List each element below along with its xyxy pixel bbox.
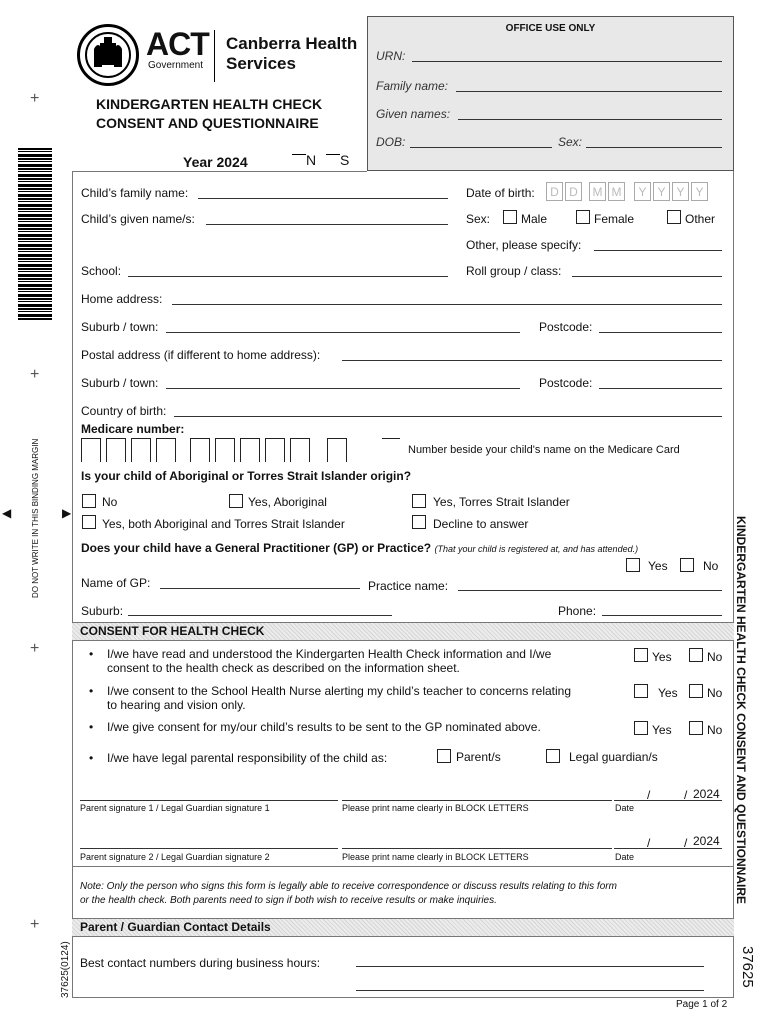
date1-slash: / [684,788,688,802]
origin-tsi-label: Yes, Torres Strait Islander [433,495,570,509]
medicare-digit-box[interactable] [190,438,210,462]
medicare-note: Number beside your child's name on the Medicare Card [408,444,680,456]
form-year: Year 2024 [183,154,248,170]
consent-item2-line1: I/we consent to the School Health Nurse alerting my child’s teacher to concerns relating [107,684,572,698]
consent2-no-checkbox[interactable] [689,684,703,698]
consent1-yes-checkbox[interactable] [634,648,648,662]
medicare-digit-box[interactable] [156,438,176,462]
gp-question: Does your child have a General Practitioner (GP) or Practice? (That your child is registered at, and has attended.) [81,541,639,555]
origin-both-checkbox[interactable] [82,515,96,529]
consent-item1-line2: consent to the health check as described on the information sheet. [107,661,460,675]
office-given-field[interactable] [458,119,722,120]
divider [72,866,734,867]
contact-heading: Parent / Guardian Contact Details [80,920,271,934]
print-name2-field[interactable] [342,848,612,849]
consent2-no-label: No [707,686,723,700]
gp-yes-label: Yes [648,559,668,573]
note-line1: Note: Only the person who signs this form is legally able to receive correspondence or discuss results relating to this form [80,881,617,892]
registration-mark: + [30,640,40,657]
consent3-yes-label: Yes [652,723,672,737]
medicare-digit-box[interactable] [327,438,347,462]
dob-cell[interactable]: Y [634,182,651,201]
office-family-label: Family name: [376,79,449,93]
medicare-label: Medicare number: [81,422,185,436]
signature2-field[interactable] [80,848,338,849]
office-sex-field[interactable] [586,147,722,148]
org-short: ACT [146,26,209,62]
org-name-line2: Services [226,54,296,73]
date2-field[interactable] [614,848,722,849]
page-number: Page 1 of 2 [676,999,728,1010]
postal-postcode-label: Postcode: [539,376,593,390]
signature1-label: Parent signature 1 / Legal Guardian signature 1 [80,803,270,813]
gp-name-label: Name of GP: [81,576,151,590]
dob-cell[interactable]: M [589,182,606,201]
form-top-rule [72,171,367,172]
dob-cell[interactable]: Y [653,182,670,201]
arrow-left-icon: ◀ [2,506,12,520]
date1-year: 2024 [693,787,720,801]
sex-other-checkbox[interactable] [667,210,681,224]
roll-group-label: Roll group / class: [466,264,562,278]
origin-question: Is your child of Aboriginal or Torres Strait Islander origin? [81,469,412,483]
dob-cell[interactable]: Y [691,182,708,201]
consent1-no-checkbox[interactable] [689,648,703,662]
home-address-field[interactable] [172,304,722,305]
act-crest-logo [77,24,139,86]
child-given-names-label: Child’s given name/s: [81,212,195,226]
suburb-field[interactable] [166,332,520,333]
gp-suburb-field[interactable] [128,615,392,616]
bullet: • [89,684,94,698]
sex-female-checkbox[interactable] [576,210,590,224]
gp-phone-label: Phone: [558,604,597,618]
consent-heading-bar [72,622,734,641]
office-title: OFFICE USE ONLY [505,23,596,34]
child-given-names-field[interactable] [206,224,448,225]
office-given-label: Given names: [376,107,451,121]
child-family-name-field[interactable] [198,198,448,199]
practice-name-field[interactable] [458,590,722,591]
form-title-line1: KINDERGARTEN HEALTH CHECK [96,96,323,112]
parent-label: Parent/s [456,750,501,764]
medicare-digit-box[interactable] [106,438,126,462]
school-field[interactable] [128,276,448,277]
dob-cell[interactable]: M [608,182,625,201]
postal-postcode-field[interactable] [599,388,722,389]
sex-label: Sex: [466,212,491,226]
gp-no-checkbox[interactable] [680,558,694,572]
medicare-digit-box[interactable] [131,438,151,462]
medicare-digit-box[interactable] [265,438,285,462]
contact-heading-bar [72,918,734,937]
medicare-digit-box[interactable] [290,438,310,462]
registration-mark: + [30,366,40,383]
print-name2-label: Please print name clearly in BLOCK LETTERS [342,852,529,862]
office-use-panel [367,16,734,171]
org-sub: Government [148,60,204,71]
sex-other-label: Other [685,212,716,226]
contact-number-field-2[interactable] [356,990,704,991]
sex-male-label: Male [521,212,548,226]
date2-label: Date [615,852,635,862]
consent-item3: I/we give consent for my/our child’s results to be sent to the GP nominated above. [107,720,541,734]
consent-item1-line1: I/we have read and understood the Kindergarten Health Check information and I/we [107,647,552,661]
note-line2: or the health check. Both parents need to sign if both wish to receive results or make inquiries. [80,895,497,906]
postal-suburb-label: Suburb / town: [81,376,159,390]
suburb-label: Suburb / town: [81,320,159,334]
office-dob-field[interactable] [410,147,552,148]
mark-n: N [292,152,316,168]
child-family-name-label: Child’s family name: [81,186,189,200]
origin-no-checkbox[interactable] [82,494,96,508]
medicare-digit-box[interactable] [81,438,101,462]
guardian-label: Legal guardian/s [569,750,658,764]
dob-cell[interactable]: D [546,182,563,201]
date1-label: Date [615,803,635,813]
origin-decline-label: Decline to answer [433,517,529,531]
binding-margin-text: DO NOT WRITE IN THIS BINDING MARGIN [31,438,40,598]
guardian-checkbox[interactable] [546,749,560,763]
home-address-label: Home address: [81,292,163,306]
bullet: • [89,720,94,734]
consent-item4: I/we have legal parental responsibility of the child as: [107,751,388,765]
country-of-birth-label: Country of birth: [81,404,167,418]
consent3-no-checkbox[interactable] [689,721,703,735]
postcode-field[interactable] [599,332,722,333]
country-of-birth-field[interactable] [174,416,722,417]
practice-name-label: Practice name: [368,579,449,593]
mark-s: S [326,152,349,168]
date2-year: 2024 [693,834,720,848]
bullet: • [89,751,94,765]
postcode-label: Postcode: [539,320,593,334]
office-family-field[interactable] [456,91,722,92]
medicare-digit-box[interactable] [240,438,260,462]
gp-phone-field[interactable] [602,615,722,616]
office-urn-label: URN: [376,49,406,63]
office-sex-label: Sex: [558,135,583,149]
bullet: • [89,647,94,661]
date2-slash: / [684,836,688,850]
signature2-label: Parent signature 2 / Legal Guardian signature 2 [80,852,270,862]
consent3-no-label: No [707,723,723,737]
barcode [18,148,52,320]
consent2-yes-checkbox[interactable] [634,684,648,698]
date1-slash: / [647,788,651,802]
origin-aboriginal-checkbox[interactable] [229,494,243,508]
gp-no-label: No [703,559,719,573]
roll-group-field[interactable] [572,276,722,277]
form-code: 37625(0124) [60,941,71,998]
arrow-right-icon: ▶ [62,506,72,520]
postal-address-field[interactable] [342,360,722,361]
medicare-irn-box[interactable] [382,438,400,439]
other-specify-label: Other, please specify: [466,238,582,252]
school-label: School: [81,264,122,278]
medicare-digit-box[interactable] [215,438,235,462]
dob-label: Date of birth: [466,186,535,200]
consent-item2-line2: to hearing and vision only. [107,698,246,712]
logo-divider [214,30,215,82]
gp-name-field[interactable] [160,588,360,589]
origin-decline-checkbox[interactable] [412,515,426,529]
signature1-field[interactable] [80,800,338,801]
consent1-no-label: No [707,650,723,664]
postal-address-label: Postal address (if different to home address): [81,348,321,362]
office-urn-field[interactable] [412,61,722,62]
print-name1-label: Please print name clearly in BLOCK LETTERS [342,803,529,813]
origin-aboriginal-label: Yes, Aboriginal [248,495,327,509]
side-number: 37625 [739,946,756,988]
consent1-yes-label: Yes [652,650,672,664]
origin-tsi-checkbox[interactable] [412,494,426,508]
postal-suburb-field[interactable] [166,388,520,389]
dob-cell[interactable]: D [565,182,582,201]
gp-yes-checkbox[interactable] [626,558,640,572]
date2-slash: / [647,836,651,850]
other-specify-field[interactable] [594,250,722,251]
registration-mark: + [30,90,40,107]
side-title: KINDERGARTEN HEALTH CHECK CONSENT AND QUESTIONNAIRE [734,516,748,905]
org-name-line1: Canberra Health [226,34,358,53]
sex-male-checkbox[interactable] [503,210,517,224]
office-dob-label: DOB: [376,135,406,149]
sex-female-label: Female [594,212,635,226]
gp-suburb-label: Suburb: [81,604,124,618]
best-contact-label: Best contact numbers during business hours: [80,956,321,970]
consent3-yes-checkbox[interactable] [634,721,648,735]
consent2-yes-label: Yes [658,686,678,700]
origin-both-label: Yes, both Aboriginal and Torres Strait Islander [102,517,345,531]
registration-mark: + [30,916,40,933]
form-title-line2: CONSENT AND QUESTIONNAIRE [96,115,319,131]
print-name1-field[interactable] [342,800,612,801]
consent-heading: CONSENT FOR HEALTH CHECK [80,624,265,638]
dob-cell[interactable]: Y [672,182,689,201]
contact-number-field-1[interactable] [356,966,704,967]
origin-no-label: No [102,495,118,509]
parent-checkbox[interactable] [437,749,451,763]
